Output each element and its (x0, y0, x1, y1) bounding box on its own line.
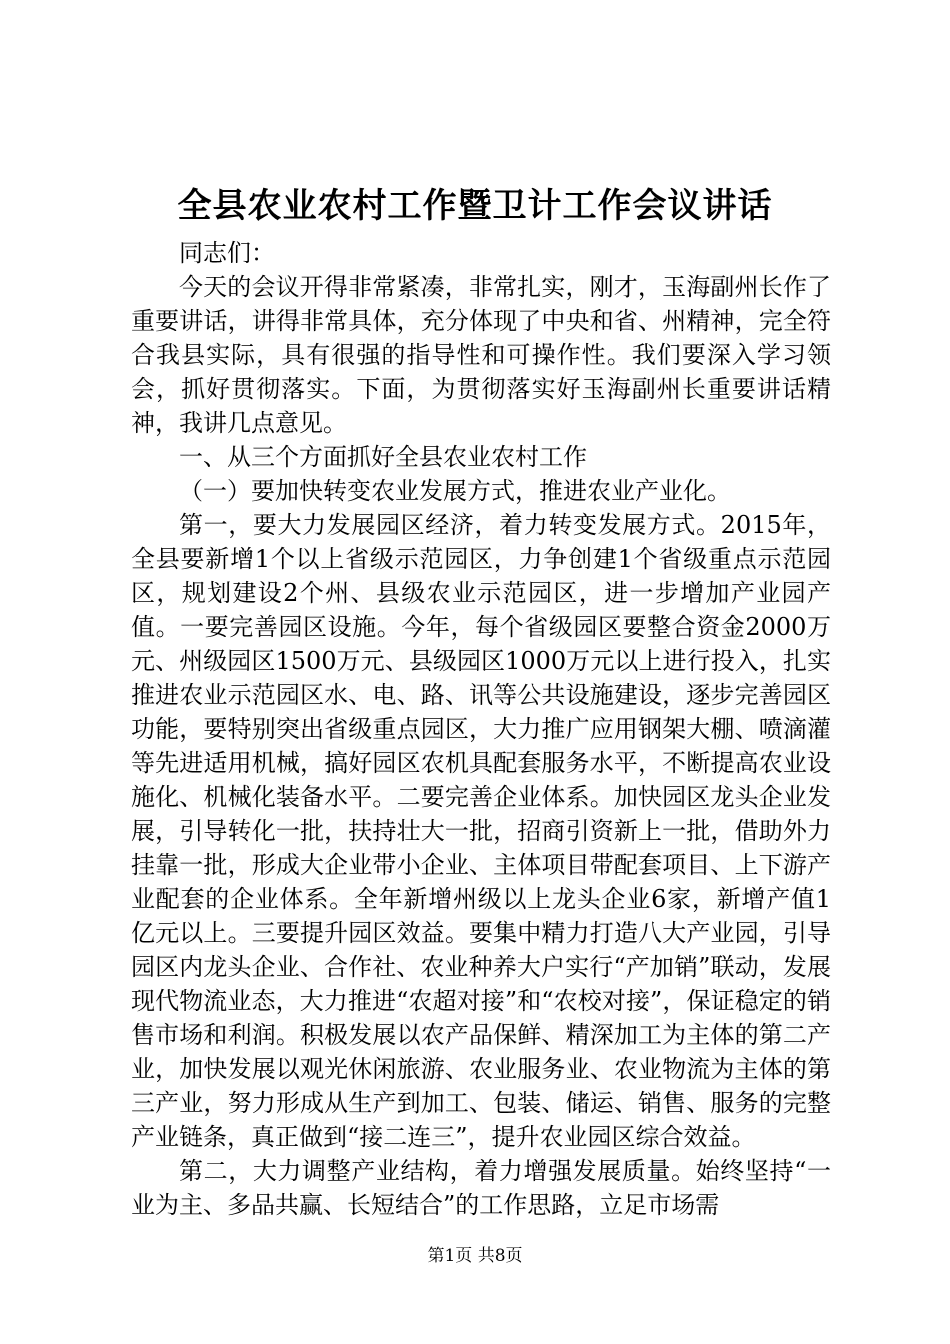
salutation: 同志们： (179, 239, 275, 267)
paragraph-intro: 今天的会议开得非常紧凑，非常扎实，刚才，玉海副州长作了重要讲话，讲得非常具体，充分体现了中央和省、州精神，完全符合我县实际，具有很强的指导性和可操作性。我们要深入学习领会，抓好贯彻落实。下面，为贯彻落实好玉海副州长重要讲话精神，我讲几点意见。 (131, 273, 831, 437)
document-title: 全县农业农村工作暨卫计工作会议讲话 (177, 186, 773, 226)
subsection-heading: （一）要加快转变农业发展方式，推进农业产业化。 (179, 477, 731, 505)
document-body (131, 236, 831, 1222)
section-heading: 一、从三个方面抓好全县农业农村工作 (179, 443, 587, 471)
paragraph-second: 第二，大力调整产业结构，着力增强发展质量。始终坚持“一业为主、多品共赢、长短结合”的工作思路，立足市场需 (131, 1157, 831, 1219)
paragraph-first: 第一，要大力发展园区经济，着力转变发展方式。2015年，全县要新增1个以上省级示范园区，力争创建1个省级重点示范园区，规划建设2个州、县级农业示范园区，进一步增加产业园产值。一要完善园区设施。今年，每个省级园区要整合资金2000万元、州级园区1500万元、县级园区1000万元以上进行投入，扎实推进农业示范园区水、电、路、讯等公共设施建设，逐步完善园区功能，要特别突出省级重点园区，大力推广应用钢架大棚、喷滴灌等先进适用机械，搞好园区农机具配套服务水平，不断提高农业设施化、机械化装备水平。二要完善企业体系。加快园区龙头企业发展，引导转化一批，扶持壮大一批，招商引资新上一批，借助外力挂靠一批，形成大企业带小企业、主体项目带配套项目、上下游产业配套的企业体系。全年新增州级以上龙头企业6家，新增产值1亿元以上。三要提升园区效益。要集中精力打造八大产业园，引导园区内龙头企业、合作社、农业种养大户实行“产加销”联动，发展现代物流业态，大力推进“农超对接”和“农校对接”，保证稳定的销售市场和利润。积极发展以农产品保鲜、精深加工为主体的第二产业，加快发展以观光休闲旅游、农业服务业、农业物流为主体的第三产业，努力形成从生产到加工、包装、储运、销售、服务的完整产业链条，真正做到“接二连三”，提升农业园区综合效益。 (131, 511, 831, 1151)
page-footer: 第1页 共8页 (427, 1246, 523, 1266)
